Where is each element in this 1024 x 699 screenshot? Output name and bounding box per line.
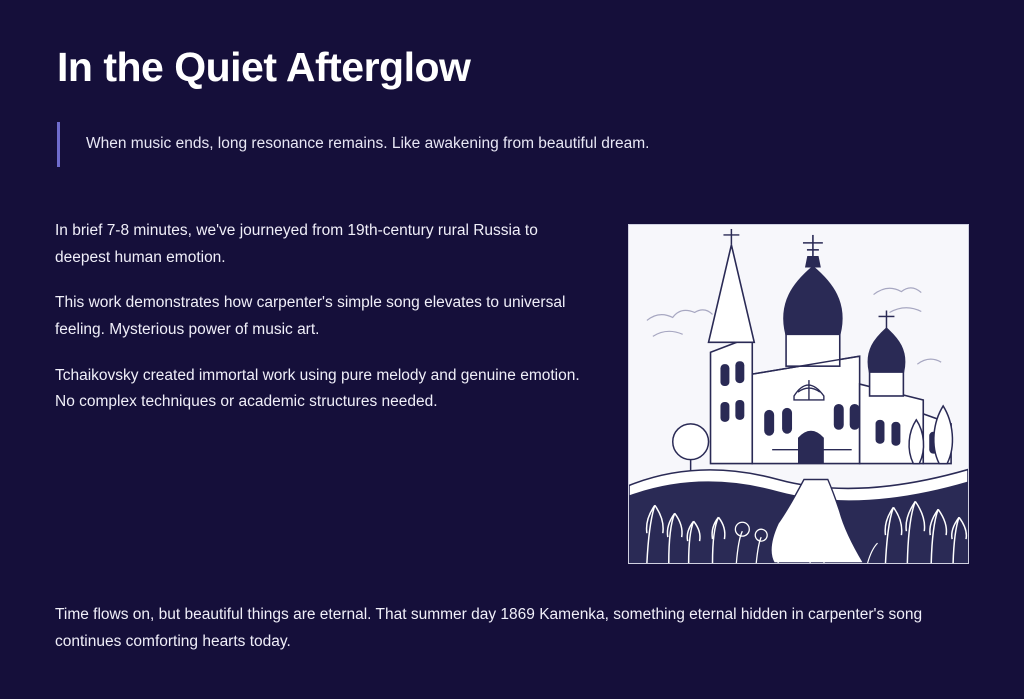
body-text-column [55, 218, 585, 416]
pull-quote [57, 122, 757, 167]
body-paragraph-3: Tchaikovsky created immortal work using pure melody and genuine emotion. No complex techniques or academic structures needed. [55, 366, 580, 411]
pull-quote-text: When music ends, long resonance remains. Like awakening from beautiful dream. [86, 135, 650, 152]
body-paragraph-2: This work demonstrates how carpenter's simple song elevates to universal feeling. Mysterious power of music art. [55, 294, 566, 338]
page-title: In the Quiet Afterglow [57, 44, 471, 90]
russian-orthodox-church-illustration [628, 224, 969, 564]
footer-note: Time flows on, but beautiful things are eternal. That summer day 1869 Kamenka, something eternal hidden in carpenter's song continues comforting hearts today. [55, 606, 923, 650]
body-paragraph-1: In brief 7-8 minutes, we've journeyed from 19th-century rural Russia to deepest human emotion. [55, 222, 538, 266]
